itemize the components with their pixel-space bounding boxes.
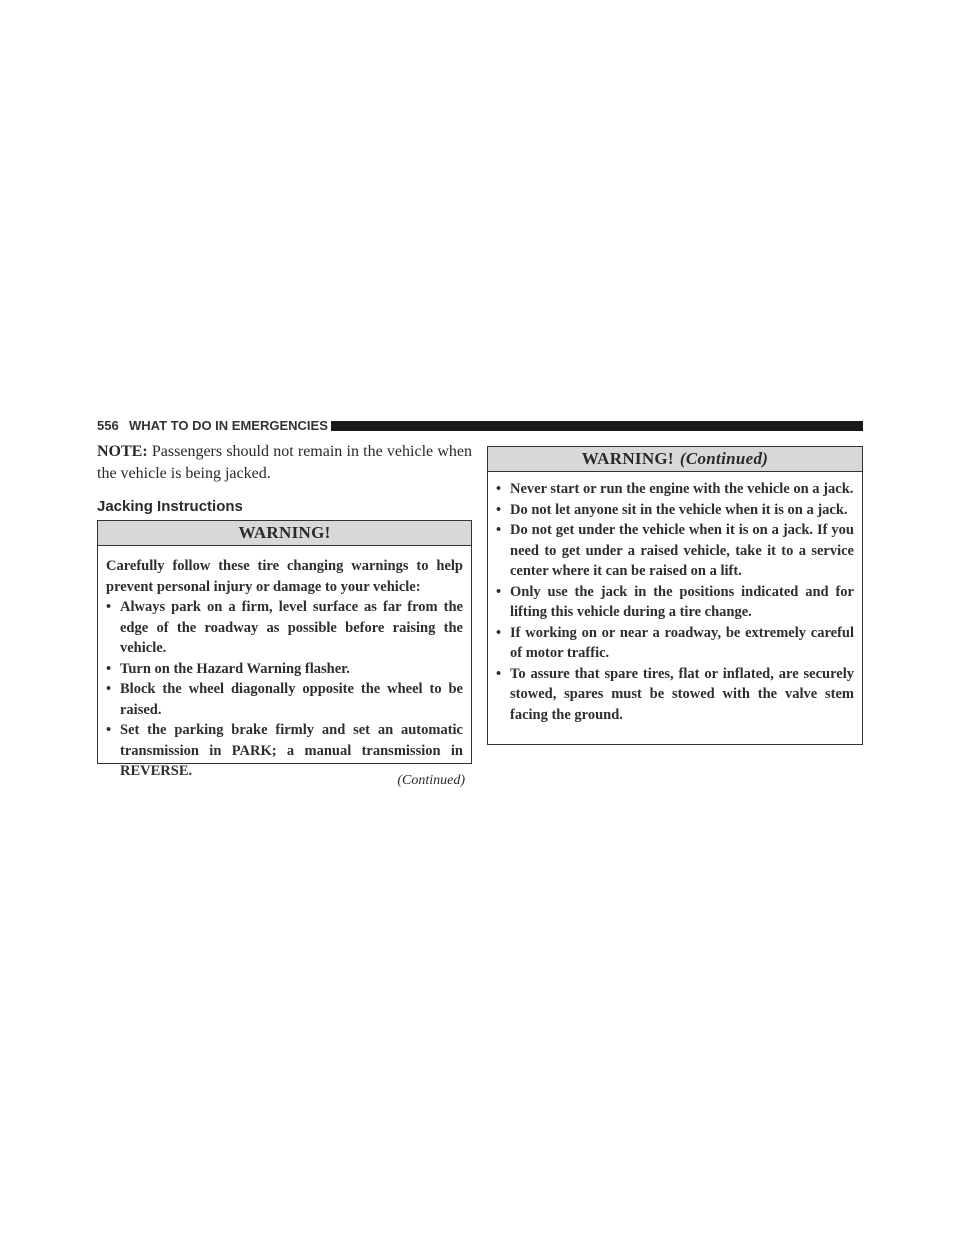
warning-2-item: • Do not let anyone sit in the vehicle when it is on a jack. xyxy=(496,500,854,521)
warning-2-item: • If working on or near a roadway, be extremely careful of motor traffic. xyxy=(496,623,854,664)
warning-2-title-text: WARNING! xyxy=(581,449,674,468)
left-column-intro xyxy=(97,441,472,517)
continued-footer: (Continued) xyxy=(397,773,465,788)
header-rule xyxy=(331,421,863,431)
note-text: Passengers should not remain in the vehicle when the vehicle is being jacked. xyxy=(97,443,473,482)
warning-2-title xyxy=(488,447,862,472)
warning-2-item: • Never start or run the engine with the vehicle on a jack. xyxy=(496,479,854,500)
warning-1-list xyxy=(106,597,463,782)
jacking-instructions-heading: Jacking Instructions xyxy=(97,498,243,515)
warning-2-item: • Do not get under the vehicle when it is on a jack. If you need to get under a raised vehicle, take it to a service center where it can be raised on a lift. xyxy=(496,520,854,582)
warning-1-title xyxy=(98,521,471,546)
note-label: NOTE: xyxy=(97,443,148,460)
warning-1-item: • Always park on a firm, level surface as far from the edge of the roadway as possible before raising the vehicle. xyxy=(106,597,463,659)
warning-1-title-text: WARNING! xyxy=(238,523,331,542)
warning-1-intro: Carefully follow these tire changing warnings to help prevent personal injury or damage to your vehicle: xyxy=(106,558,463,595)
warning-2-list xyxy=(496,479,854,725)
warning-1-item: • Set the parking brake firmly and set an automatic transmission in PARK; a manual transmission in REVERSE. xyxy=(106,720,463,782)
warning-2-body xyxy=(488,472,862,733)
warning-2-title-suffix: (Continued) xyxy=(679,449,769,468)
warning-box-1 xyxy=(97,520,472,779)
note-paragraph xyxy=(97,441,472,485)
warning-1-body xyxy=(98,546,471,790)
page-number: 556 xyxy=(97,418,119,433)
warning-box-2 xyxy=(487,446,863,745)
warning-1-item: • Turn on the Hazard Warning flasher. xyxy=(106,659,463,680)
section-title: WHAT TO DO IN EMERGENCIES xyxy=(129,418,328,433)
warning-2-item: • To assure that spare tires, flat or inflated, are securely stowed, spares must be stowed with the valve stem facing the ground. xyxy=(496,664,854,726)
warning-2-item: • Only use the jack in the positions indicated and for lifting this vehicle during a tire change. xyxy=(496,582,854,623)
page-header xyxy=(97,418,863,434)
warning-1-item: • Block the wheel diagonally opposite the wheel to be raised. xyxy=(106,679,463,720)
